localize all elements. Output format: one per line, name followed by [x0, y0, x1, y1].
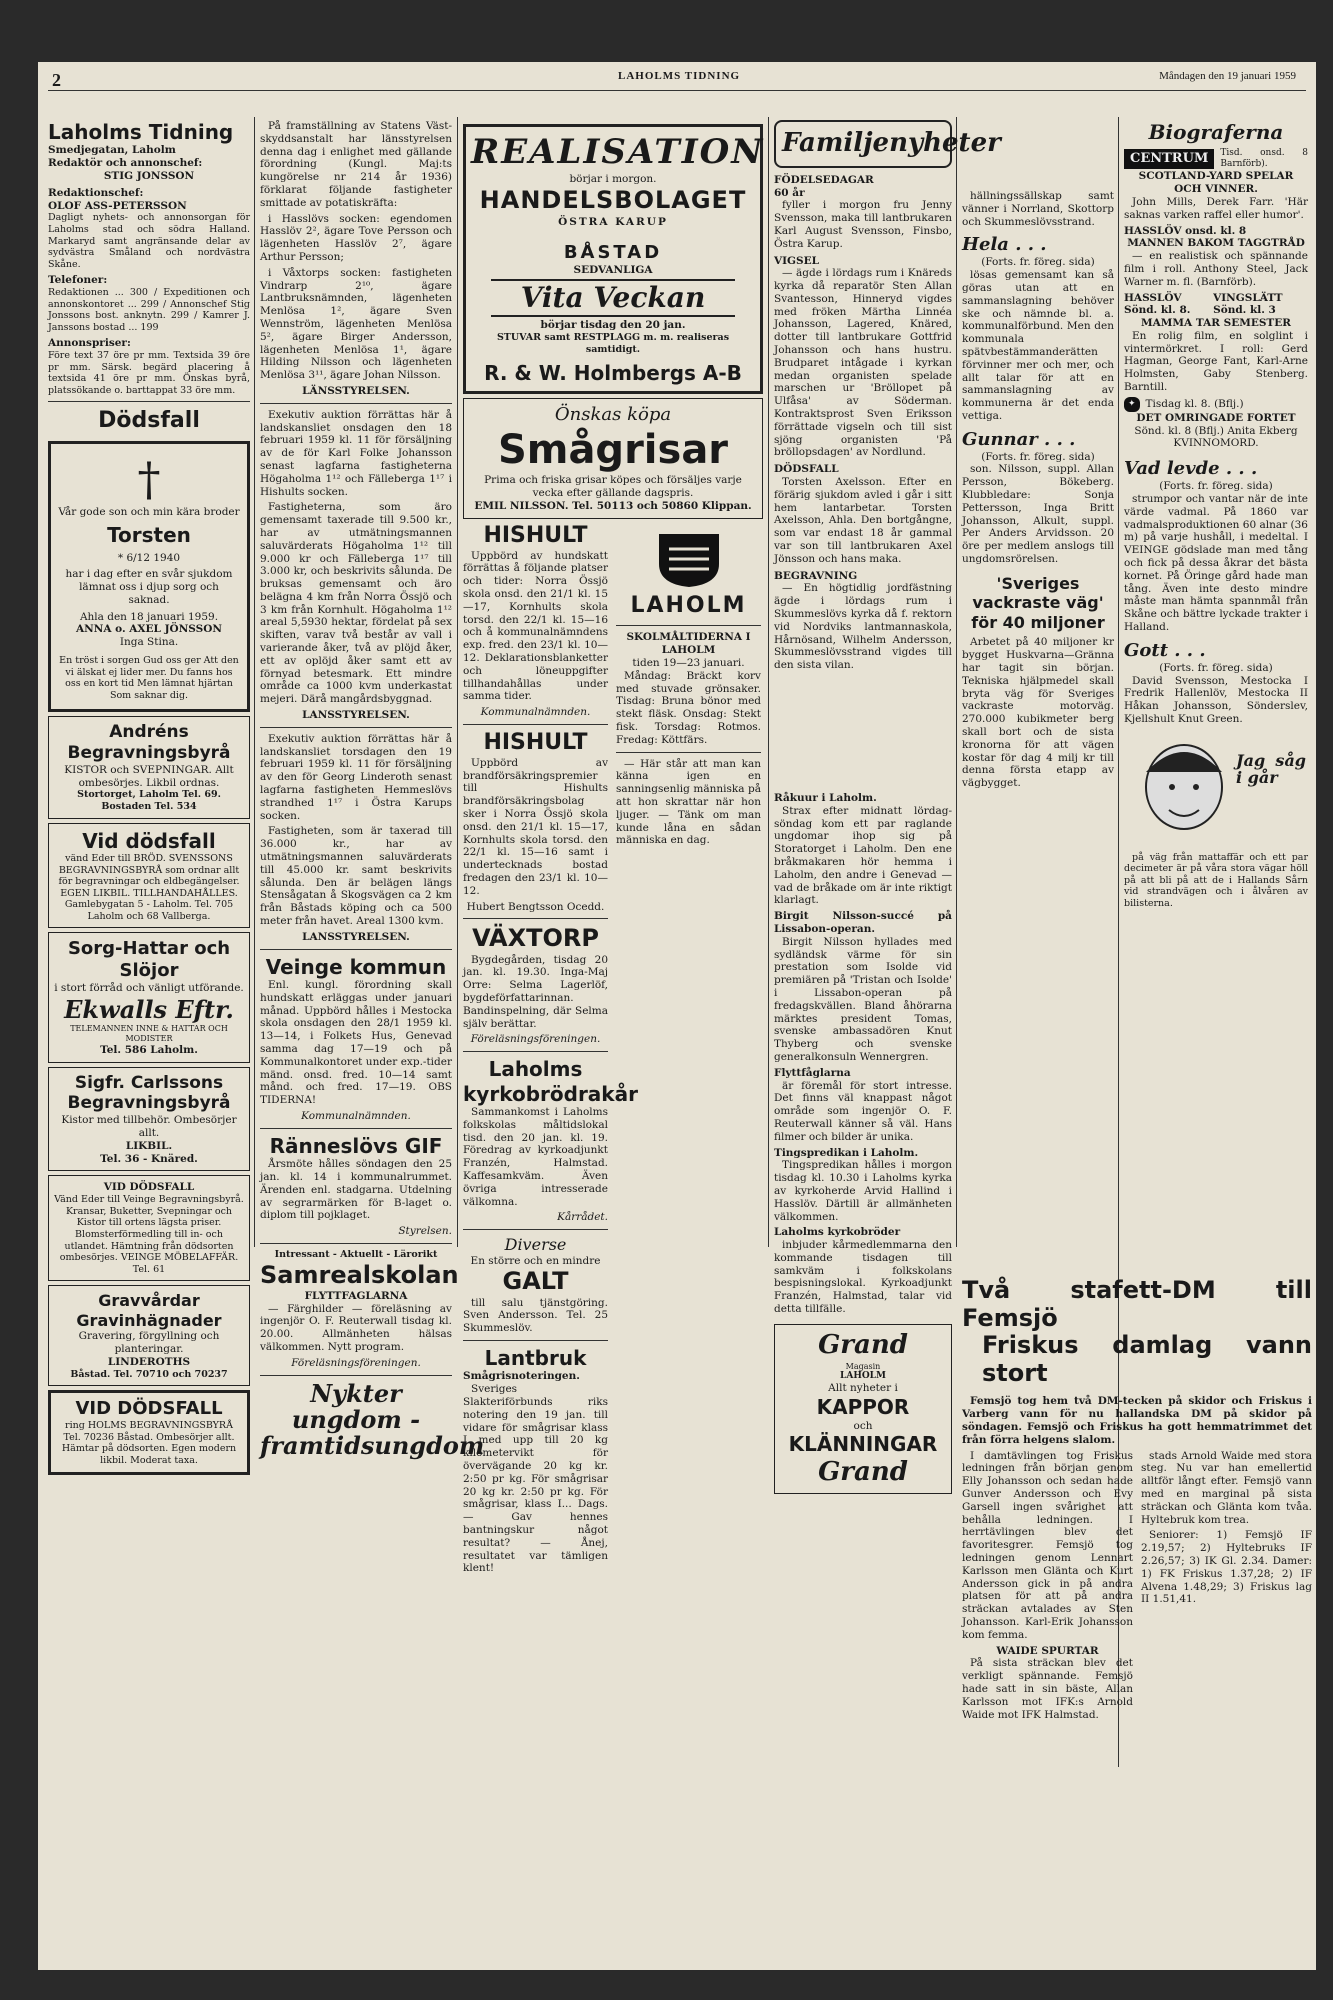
column-rule	[768, 117, 769, 1247]
omringade-title: DET OMRINGADE FORTET	[1136, 411, 1296, 424]
hela-sub: (Forts. fr. föreg. sida)	[981, 256, 1095, 269]
veinge-kommun-title: Veinge kommun	[265, 954, 447, 979]
death-verse: En tröst i sorgen Gud oss ger Att den vi älskat ej lider mer. Du fanns hos oss en kort tid Men lämnat hjärtan Som saknar dig.	[59, 655, 239, 701]
sedvanliga: SEDVANLIGA	[573, 264, 653, 277]
sveriges-vag-title: 'Sveriges vackraste väg' för 40 miljoner	[971, 573, 1105, 632]
skolmaltid-title: SKOLMÅLTIDERNA I LAHOLM	[626, 631, 751, 657]
biografer-heading: Biograferna	[1148, 120, 1284, 144]
skolmaltid-menu: Måndag: Bräckt korv med stuvade grönsaker. Tisdag: Bruna bönor med stekt fläsk. Onsdag: Stekt fisk. Torsdag: Rotmos. Fredag: Köttfärs.	[616, 669, 761, 746]
hall-text: hällningssällskap samt vänner i Norrland, Skottorp och Skummeslövsstrand.	[962, 190, 1114, 228]
laholm-title: LAHOLM	[630, 592, 747, 618]
editorial-chief-name: OLOF ASS-PETERSSON	[48, 199, 187, 212]
grand-allt-nyheter: Allt nyheter i	[828, 1382, 898, 1395]
vigsel-heading: VIGSEL	[774, 254, 819, 267]
kraft-notice-3: i Våxtorps socken: fastigheten Vindrarp 2¹⁰, ägare Lantbruksnämnden, lägenheten Menlösa 1², ägare Sven Wennström, lägenheten Menlösa 5², ägare Birger Andersson, lägenheten Menlösa 1¹, ägare Hilding Nilsson och lägenheten Menlösa 3¹¹, ägare Johan Nilsson.	[260, 266, 452, 382]
vaxtorp-sig: Föreläsningsföreningen.	[470, 1033, 601, 1046]
sports-results: Seniorer: 1) Femsjö IF 2.19,57; 2) Hyltebruks IF 2.26,57; 3) IK Gl. 2.34. Damer: 1) FK Friskus 1.37,28; 2) IF Alvena 1.48,29; 3) Friskus lag II 1.51,41.	[1141, 1529, 1312, 1606]
vita-veckan-sub: börjar tisdag den 20 jan.	[540, 319, 686, 332]
andrens-phones: Stortorget, Laholm Tel. 69. Bostaden Tel. 534	[77, 789, 221, 813]
ekwalls-sub: TELEMANNEN INNE & HATTAR OCH MODISTER	[70, 1024, 228, 1044]
smagrisar-ad	[463, 398, 763, 519]
smagrisar-contact: EMIL NILSSON. Tel. 50113 och 50860 Klippan.	[474, 499, 752, 512]
kyrkobrodrakar-title: Laholms kyrkobrödrakår	[463, 1057, 638, 1106]
cartoon	[1124, 732, 1308, 852]
linderoths-name: LINDEROTHS	[107, 1355, 191, 1368]
veinge-byra-ad	[48, 1175, 250, 1281]
editor-label: Redaktör och annonschef:	[48, 157, 203, 170]
mamma-title: MAMMA TAR SEMESTER	[1141, 317, 1291, 330]
newspaper-name: LAHOLMS TIDNING	[618, 70, 741, 82]
nykter-slogan: Nykter ungdom - framtidsungdom	[260, 1378, 485, 1461]
auction-notice-1-details: Fastigheterna, som äro gemensamt taxerade till 9.500 kr., har av utmätningsmannen saluvärderats Högaholma 1¹² till 9.000 kr och Fälleberga 1¹⁷ till 3.000 kr, och beskrivits sålunda. De bruksas gemensamt och äro belägna 4 km från Norra Össjö och 3 km från Kornhult. Högaholma 1¹² areal 5,5930 hektar, fördelat på sex skiften, varav två består av vall i varierande åker, två av plöjd åker, ett av oplöjd åker samt ett av förnyad betesmark. Ett mindre område ca 1000 kvm underkastat mejeri. Därå mangårdsbyggnad.	[260, 501, 452, 706]
familjenyheter-banner: Familjenyheter	[774, 120, 952, 168]
scotland-text: John Mills, Derek Farr. 'Här saknas varken raffel eller humor'.	[1124, 195, 1308, 221]
holmbergs: R. & W. Holmbergs A-B	[484, 361, 742, 386]
ad-prices: Före text 37 öre pr mm. Textsida 39 öre pr mm. Särsk. begärd placering å textsida 41 öre pr mm. Önskas byrå, platssökande o. barttappat 33 öre mm.	[48, 350, 250, 396]
gott-sub: (Forts. fr. föreg. sida)	[1159, 661, 1273, 674]
carlssons-tel: Tel. 36 - Knäred.	[100, 1152, 198, 1165]
veinge-byra-title: VID DÖDSFALL	[103, 1181, 195, 1194]
rakuur-text: Strax efter midnatt lördag-söndag kom ett par raglande ungdomar ihop sig på Storatorget i Laholm. Den ene bråkmakaren hör hemma i Laholm, den andre i Genevad — vad de bråkade om är inte riktigt klarlagt.	[774, 804, 952, 907]
tingspredikan-heading: Tingspredikan i Laholm.	[774, 1146, 919, 1159]
samrealskolan-title: Samrealskolan	[260, 1260, 459, 1289]
issue-date: Måndagen den 19 januari 1959	[1159, 70, 1296, 82]
holms-title: VID DÖDSFALL	[75, 1398, 223, 1420]
centrum-tel: Tisd. onsd. 8 Barnförb).	[1220, 148, 1308, 170]
ostra-karup: ÖSTRA KARUP	[558, 215, 668, 228]
svenssons-ad	[48, 823, 250, 929]
gott-text: David Svensson, Mestocka I Fredrik Hallenlöv, Mestocka II Håkan Johansson, Sönderslev, Kjellshult Knut Green.	[1124, 674, 1308, 725]
header-rule	[48, 90, 1306, 91]
sports-left-text: I damtävlingen tog Friskus ledningen från början genom Elly Johansson och sedan hade Gunver Andersson och Evy Garsell ingen svårighet att behålla ledningen. I herrtävlingen blev det favoritesgrer. Femsjö tog ledningen genom Lennart Karlsson men Glänta och Kurt Andersson gick in på andra platsen för att på andra sträckan avtalades av Sten Johansson. Karl-Erik Johansson kom femma.	[962, 1449, 1133, 1641]
laholm-crest-icon	[654, 529, 724, 589]
veinge-kommun-sig: Kommunalnämnden.	[301, 1109, 411, 1122]
realisation-sub: börjar i morgon.	[569, 173, 657, 186]
sports-article	[962, 1277, 1312, 1917]
column-rule	[956, 117, 957, 1247]
vad-levde-sub: (Forts. fr. föreg. sida)	[1159, 480, 1273, 493]
death-text: har i dag efter en svår sjukdom lämnat oss i djup sorg och saknad.	[65, 568, 233, 606]
kyrkobroder-text: inbjuder kårmedlemmarna den kommande tisdagen till samkväm i folkskolans bespisningslokal. Kyrkoadjunkt Franzén, Halmstad, talar vid detta tillfälle.	[774, 1239, 952, 1316]
vita-veckan-text: STUVAR samt RESTPLAGG m. m. realiseras samtidigt.	[496, 332, 730, 355]
hela-heading: Hela . . .	[962, 234, 1047, 256]
onskas-kopa: Önskas köpa	[554, 403, 672, 425]
smagrisar-title: Smågrisar	[497, 426, 729, 473]
column-5	[962, 120, 1114, 1220]
column-6	[1124, 120, 1308, 1220]
phones-list: Redaktionen ... 300 / Expeditionen och annonskontoret ... 299 / Annonschef Stig Jonssons bost. anknytn. 299 / Kamrer J. Janssons bostad ... 199	[48, 287, 250, 333]
holms-ad	[48, 1390, 250, 1474]
kraft-notice-1: På framställning av Statens Väst-skyddsanstalt har länsstyrelsen denna dag i enlighet med gällande förordning (Kungl. Maj:ts kungörelse nr 214 år 1936) förklarat följande fastigheter smittade av potatiskräfta:	[260, 120, 452, 209]
linderoths-title: Gravvårdar Gravinhägnader	[76, 1291, 222, 1330]
begravning-heading: BEGRAVNING	[774, 569, 858, 582]
kyrkobrodrakar-sig: Kårrådet.	[557, 1211, 608, 1224]
address: Smedjegatan, Laholm	[48, 144, 176, 157]
mamma-text: En rolig film, en solglint i vintermörkret. I roll: Gerd Hagman, George Fant, Karl-Arne Holmsten, Gaby Stenberg. Barntill.	[1124, 329, 1308, 394]
auction-notice-2: Exekutiv auktion förrättas här å landskansliet torsdagen den 19 februari 1959 kl. 11 för försäljning av den för Georg Linderoth senast lagfarna fastigheten Hemmeslövs strandhed 1¹⁷ i Östra Karups socken.	[260, 732, 452, 822]
smagris-notering-text: Sveriges Slakteriförbunds riks notering den 19 jan. till vidare för smågrisar klass I med upp till 20 kg kilometervikt för övervägande 20 kg kr. 2:50 pr kg. För smågrisar 20 kg kr. 2:50 pr kg. För smågrisar, klass I... Dags. — Gav hennes bantningskur något resultat? — Ånej, resultatet var tämligen klent!	[463, 1383, 608, 1575]
hasslov-2: HASSLÖV Sönd. kl. 8.	[1124, 291, 1191, 317]
kvinnomord: Sönd. kl. 8 (Bflj.) Anita Ekberg KVINNOMORD.	[1134, 424, 1298, 450]
kyrkobroder-heading: Laholms kyrkobröder	[774, 1226, 901, 1239]
handelsbolaget: HANDELSBOLAGET	[479, 186, 747, 215]
phones-label: Telefoner:	[48, 274, 108, 287]
mannen-title: MANNEN BAKOM TAGGTRÅD	[1127, 237, 1305, 250]
death-born: * 6/12 1940	[117, 551, 181, 564]
col3-right	[616, 523, 761, 1578]
hela-text: lösas gemensamt kan så göras utan att en sammanslagning behöver ske och nämnde bl. a. kommunalförbund. Men den kommunala spätvbestämmanderätten förvinner mer och mer, och allt talar för att en sammanslagning av kommunerna är det enda vettiga.	[962, 269, 1114, 422]
samreal-subtitle: FLYTTFAGLARNA	[304, 1289, 408, 1302]
scotland-title: SCOTLAND-YARD SPELAR OCH VINNER.	[1138, 170, 1294, 196]
flytt-heading: Flyttfåglarna	[774, 1066, 851, 1079]
vaxtorp-title: VÄXTORP	[472, 924, 599, 953]
carlssons-text: Kistor med tillbehör. Ombesörjer allt.	[61, 1114, 237, 1139]
andrens-text: KISTOR och SVEPNINGAR. Allt ombesörjes. Likbil ordnas.	[64, 763, 234, 789]
dodsfall-heading: DÖDSFALL	[774, 463, 839, 476]
bastad: BÅSTAD	[563, 242, 663, 264]
grand-kappor: KAPPOR	[816, 1395, 910, 1420]
lansstyrelsen-sig-3: LANSSTYRELSEN.	[302, 930, 410, 943]
galt-text: till salu tjänstgöring. Sven Andersson. Tel. 25 Skummeslöv.	[463, 1296, 608, 1335]
galt-title: GALT	[502, 1267, 569, 1296]
dodsfall-text: Torsten Axelsson. Efter en förärig sjukdom avled i går i sitt hem lantarbetar. Torsten Axelsson, Ahla. Den bortgångne, som var endast 18 år gammal var son till lantbrukaren Axel Jönsson och hans maka.	[774, 476, 952, 565]
death-intro: Vår gode son och min kära broder	[58, 506, 240, 519]
grand-logo-2: Grand	[818, 1456, 908, 1487]
cartoon-caption: Jag såg i går	[1236, 750, 1306, 788]
holms-text: ring HOLMS BEGRAVNINGSBYRÅ Tel. 70236 Båstad. Ombesörjer allt. Hämtar på dödsorten. Egen modern likbil. Moderat taxa.	[61, 1420, 237, 1466]
begravning-text: — En högtidlig jordfästning ägde i lördags rum i Skummeslövs kyrka då f. rektorn vid Nordviks lantmannaskola, Hårnösand, Wilhelm Andersson, Skummeslövsstrand vigdes till den sista vilan.	[774, 582, 952, 672]
death-sister: Inga Stina.	[119, 636, 179, 649]
andrens-ad	[48, 716, 250, 818]
grand-och: och	[853, 1419, 873, 1432]
hattar-ad	[48, 932, 250, 1062]
sveriges-vag-text: Arbetet på 40 miljoner kr bygget Huskvarna—Gränna har tagit sin början. Tekniska hjälpmedel skall bryta väg för Sveriges vackraste motorväg. 270.000 kubikmeter berg skall bort och de sista kronorna för att vägen kostar för dag 4 milj kr till denna första etapp av vägbygget.	[962, 636, 1114, 790]
joke-text: — Här står att man kan känna igen en sanningsenlig människa på att hon skrattar när hon ljuger. — Tänk om man kunde låna en sådan människa en dag.	[616, 757, 761, 847]
gunnar-heading: Gunnar . . .	[962, 428, 1076, 450]
vigsel-text: — ägde i lördags rum i Knäreds kyrka då reparatör Sten Allan Svantesson, Hinneryd vigdes med fröken Märtha Linnéa Johansson, Lagered, Knäred, dotter till lantbrukare Gottfrid Johansson och hans hustru. Brudparet intågade i kyrkan medan organisten spelade marschen ur 'Bröllopet på Ulfåsa' av Söderman. Kontraktsprost Sven Eriksson förrättade vigseln och till sist sjöng organisten 'På bröllopsdagen' av Nordlund.	[774, 267, 952, 459]
page-number: 2	[52, 70, 61, 90]
anna-time: Tisdag kl. 8. (Bflj.)	[1145, 397, 1244, 410]
column-1	[48, 120, 250, 1970]
gunnar-sub: (Forts. fr. föreg. sida)	[981, 450, 1095, 463]
carlssons-title: Sigfr. Carlssons Begravningsbyrå	[67, 1072, 231, 1114]
fodelsedag-age: 60 år	[774, 186, 805, 199]
galt-pre: En större och en mindre	[470, 1254, 601, 1267]
hishult-2-text: Uppbörd av brandförsäkringspremier till Hishults brandförsäkringsbolag sker i Norra Össjö skola onsd. den 21/1 kl. 15—17, Kornhults skola torsd. den 22/1 kl. 15—16 samt i undertecknads bostad fredagen den 23/1 kl. 10—12.	[463, 756, 608, 897]
samreal-sig: Föreläsningsföreningen.	[291, 1356, 421, 1369]
flytt-text: är föremål för stort intresse. Det finns väl knappast något område som ingenjör O. F. Reuterwall känner så väl. Hans filmer och bilder är unika.	[774, 1079, 952, 1143]
carlssons-ad	[48, 1067, 250, 1172]
death-family: ANNA o. AXEL JÖNSSON	[75, 623, 222, 636]
ekwalls-tel: Tel. 586 Laholm.	[100, 1043, 198, 1056]
sports-title-2: Friskus damlag vann stort	[982, 1331, 1312, 1387]
hattar-title: Sorg-Hattar och Slöjor	[67, 938, 231, 982]
mannen-text: — en realistisk och spännande film i roll. Anthony Steel, Jack Warner m. fl. (Barnförb).	[1124, 250, 1308, 288]
smagris-notering-title: Smågrisnoteringen.	[463, 1370, 580, 1383]
realisation-ad	[463, 124, 763, 394]
cross-icon: †	[137, 452, 161, 507]
ad-prices-label: Annonspriser:	[48, 337, 131, 350]
waide-heading: WAIDE SPURTAR	[996, 1644, 1099, 1657]
auction-notice-1: Exekutiv auktion förrättas här å landskansliet onsdagen den 18 februari 1959 kl. 11 för försäljning av de för Karl Folke Johansson senast lagfarna fastigheterna Högaholma 1¹² och Fälleberga 1¹⁷ i Hishults socken.	[260, 408, 452, 498]
deaths-heading: Dödsfall	[98, 408, 200, 434]
sports-title-1: Två stafett-DM till Femsjö	[962, 1276, 1312, 1332]
paper-description: Dagligt nyhets- och annonsorgan för Laholms stad och södra Halland. Markaryd samt angränsande delar av sydvästra Småland och nordvästra Skåne.	[48, 212, 250, 270]
veinge-byra-text: Vänd Eder till Veinge Begravningsbyrå. Kransar, Buketter, Svepningar och Kistor till ortens lägsta priser. Blomsterförmedling till in- och utlandet. Hämtning från dödsorten ombesörjes. VEINGE MÖBELAFFÄR. Tel. 61	[54, 1194, 244, 1275]
lansstyrelsen-sig-1: LÄNSSTYRELSEN.	[302, 384, 410, 397]
vad-levde-text: strumpor och vantar när de inte värde vadmal. På 1860 var vadmalsproduktionen 60 alnar (36 m) på varje hushåll, i medeltal. I VEINGE gödslade man med tång och fick på dessa åkrar det bästa kornet. På Öringe gård hade man tång. Även inte desto mindre måste man hämta spannmål från Skåne och bättre lyckade trakter i Halland.	[1124, 492, 1308, 633]
hishult-1-text: Uppbörd av hundskatt förrättas å följande platser och tider: Norra Össjö skola onsd. den 21/1 kl. 15—17, Kornhults skola torsd. den 22/1 kl. 15—16 och å kommunalnämndens exp. fred. den 23/1 kl. 10—12. Deklarationsblanketter och löneuppgifter tillhandahållas under samma tider.	[463, 549, 608, 703]
diverse-heading: Diverse	[504, 1235, 567, 1255]
lansstyrelsen-sig-2: LANSSTYRELSEN.	[302, 709, 410, 722]
gunnar-text: son. Nilsson, suppl. Allan Persson, Bökeberg. Klubbledare: Sonja Pettersson, Inga Britt Johansson, Alkult, suppl. Per Anders Arvidsson. 20 öre per medlem anslogs till ungdomsrörelsen.	[962, 463, 1114, 566]
cartoon-man-icon	[1124, 732, 1308, 852]
carlssons-likbil: LIKBIL.	[125, 1139, 173, 1152]
vita-veckan: Vita Veckan	[491, 279, 735, 317]
editorial-chief-label: Redaktionschef:	[48, 186, 144, 199]
newspaper-page	[38, 62, 1316, 1970]
auction-notice-2-details: Fastigheten, som är taxerad till 36.000 kr., har av utmätningsmannen saluvärderats till 45.000 kr. samt beskrivits sålunda. Den är belägen längs Stensågatan å Skogsvägen ca 2 km från Båstads köping och ca 500 meter från havet. Areal 1300 kvm.	[260, 825, 452, 928]
cartoon-text: på väg från mattaffär och ett par decimeter är på våra stora vägar höll på att bli på att de i Hallands Sårn vid strandvägen och i ålvåren av bilisterna.	[1124, 851, 1308, 909]
lantbruk-heading: Lantbruk	[484, 1346, 587, 1371]
linderoths-tel: Båstad. Tel. 70710 och 70237	[70, 1368, 228, 1380]
birgit-heading: Birgit Nilsson-succé på Lissabon-operan.	[774, 910, 952, 935]
vingslatt: VINGSLÄTT Sönd. kl. 3	[1213, 291, 1283, 317]
column-rule	[457, 117, 458, 1247]
anna-logo-icon: ✦	[1124, 397, 1140, 412]
sports-right-text: stads Arnold Waide med stora steg. Nu var han emellertid alltför långt efter. Femsjö vann med en marginal på sista sträckan och Glänta kom tvåa. Hyltebruk kom trea.	[1141, 1449, 1312, 1526]
veinge-kommun-text: Enl. kungl. förordning skall hundskatt erläggas under januari månad. Uppbörd hålles i Mestocka skola onsdagen den 28/1 1959 kl. 13—14, i Folkets Hus, Genevad samma dag 17—19 och på Kommunalkontoret under exp.-tider mänd. onsd. fred. 10—14 samt månd. och fred. 17—19. OBS TIDERNA!	[260, 979, 452, 1107]
svenssons-title: Vid dödsfall	[82, 828, 216, 853]
waide-text: På sista sträckan blev det verkligt spännande. Femsjö hade satt in sin bäste, Allan Karlsson mot IFK:s Arnold Waide mot IFK Halmstad.	[962, 1657, 1133, 1721]
birgit-text: Birgit Nilsson hyllades med sydländsk värme för sin prestation som Isolde vid premiären på 'Tristan och Isolde' i Lissabon-operan på fredagskvällen. Bland åhörarna märktes president Tomas, svenske ambassadören Knut Thyberg och svenske generalkonsuln Wennergren.	[774, 935, 952, 1063]
grand-ad	[774, 1324, 952, 1495]
samreal-text: — Färghilder — föreläsning av ingenjör O. F. Reuterwall tisdag kl. 20.00. Allmänheten hälsas välkommen. Nytt program.	[260, 1302, 452, 1353]
column-rule	[254, 117, 255, 1247]
rannelsovs-gif-sig: Styrelsen.	[398, 1225, 452, 1238]
tingspredikan-text: Tingspredikan hålles i morgon tisdag kl. 10.30 i Laholms kyrka av kyrkoherde Arvid Hallind i Hasslöv. Därtill är allmänheten välkommen.	[774, 1159, 952, 1223]
grand-laholm: LAHOLM	[840, 1371, 886, 1382]
gott-heading: Gott . . .	[1124, 639, 1206, 661]
hishult-2-sig: Hubert Bengtsson Ocedd.	[466, 900, 605, 913]
linderoths-text: Gravering, förgyllning och planteringar.	[78, 1330, 220, 1356]
rannelsovs-gif-text: Årsmöte hålles söndagen den 25 jan. kl. 14 i kommunalrummet. Ärenden enl. stadgarna. Utdelning av segrarmärken för B-laget o. diplom till pojklaget.	[260, 1158, 452, 1222]
smagrisar-text: Prima och friska grisar köpes och försäljes varje vecka efter gällande dagspris.	[484, 474, 742, 500]
hishult-2-title: HISHULT	[483, 729, 588, 755]
hishult-1-sig: Kommunalnämnden.	[480, 706, 591, 719]
sports-lead: Femsjö tog hem två DM-tecken på skidor och Friskus i Varberg vann för nu hallandska DM på skidor på söndagen. Femsjö och Friskus ha gott hemmatrimmet det från förra helgens slalom.	[962, 1395, 1312, 1446]
vaxtorp-text: Bygdegården, tisdag 20 jan. kl. 19.30. Inga-Maj Orre: Selma Lagerlöf, bygdeförfattarinnan. Bandinspelning, där Selma själv berättar.	[463, 953, 608, 1030]
column-3	[463, 120, 763, 1970]
rakuur-heading: Råkuur i Laholm.	[774, 792, 877, 804]
fodelsedagar-heading: FÖDELSEDAGAR	[774, 173, 874, 186]
kyrkobrodrakar-text: Sammankomst i Laholms folkskolas måltidslokal tisd. den 20 jan. kl. 19. Föredrag av kyrkoadjunkt Franzén, Halmstad. Kaffesamkväm. Även övriga intresserade välkomna.	[463, 1105, 608, 1208]
kraft-notice-2: i Hasslövs socken: egendomen Hasslöv 2², ägare Tove Persson och lägenheten Hasslöv 2⁷, ägare Arthur Persson;	[260, 212, 452, 263]
svenssons-text: vänd Eder till BRÖD. SVENSSONS BEGRAVNINGSBYRÅ som ordnar allt för begravningar och eldbegängelser. EGEN LIKBIL. TILLHANDAHÅLLES. Gamlebygatan 5 - Laholm. Tel. 705 Laholm och 68 Vallberga.	[58, 853, 240, 922]
ekwalls-logo: Ekwalls Eftr.	[64, 995, 234, 1025]
hishult-1-title: HISHULT	[483, 522, 588, 548]
col3-left	[463, 522, 638, 1578]
column-2	[260, 120, 485, 1970]
death-name: Torsten	[107, 523, 191, 548]
grand-sub-1: Magasin	[845, 1361, 881, 1371]
samreal-kicker: Intressant - Aktuellt - Lärorikt	[274, 1248, 438, 1260]
death-place: Ahla den 18 januari 1959.	[79, 610, 219, 623]
hattar-text: i stort förråd och vänligt utförande.	[54, 982, 244, 995]
rannelsovs-gif-title: Ränneslövs GIF	[269, 1133, 443, 1158]
andrens-title: Andréns Begravningsbyrå	[67, 722, 231, 764]
vad-levde-heading: Vad levde . . .	[1124, 458, 1258, 480]
editor-name: STIG JONSSON	[103, 169, 195, 182]
linderoths-ad	[48, 1285, 250, 1386]
realisation-title: REALISATION	[471, 132, 765, 172]
centrum-logo: CENTRUM	[1124, 149, 1214, 169]
grand-logo-1: Grand	[818, 1329, 908, 1360]
death-notice	[48, 441, 250, 712]
column-4-lower	[774, 792, 952, 1912]
skolmaltid-week: tiden 19—23 januari.	[632, 656, 745, 669]
masthead: Laholms Tidning	[48, 120, 234, 144]
grand-klanningar: KLÄNNINGAR	[788, 1432, 938, 1457]
hasslov-1: HASSLÖV onsd. kl. 8	[1124, 224, 1247, 237]
fodelsedag-text: fyller i morgon fru Jenny Svensson, maka till lantbrukaren Karl August Svensson, Finsbo, Östra Karup.	[774, 199, 952, 250]
